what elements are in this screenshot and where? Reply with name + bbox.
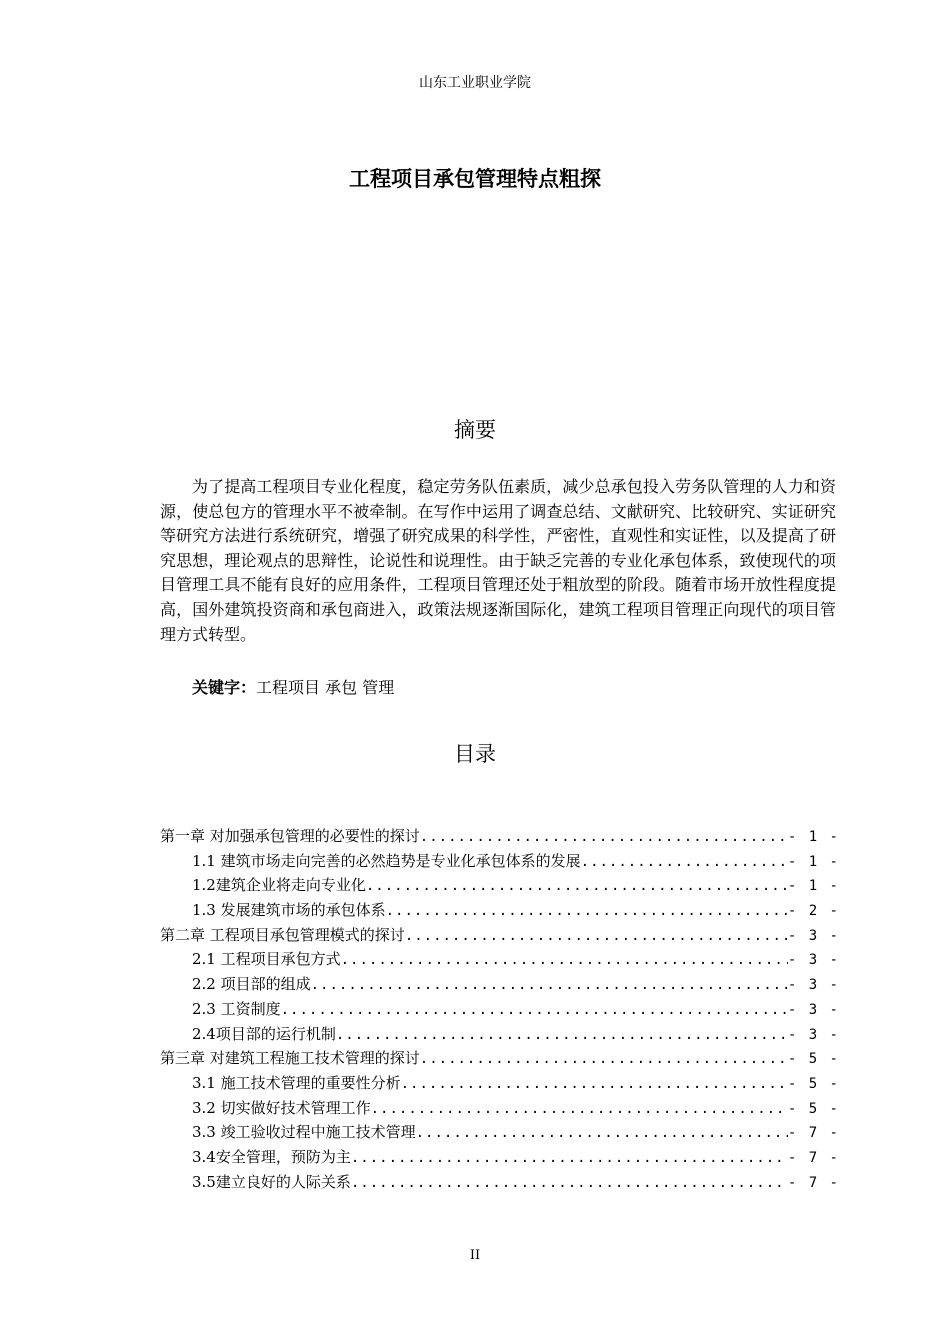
toc-entry-page: - 5 -: [787, 1075, 840, 1092]
toc-entry[interactable]: [160, 1171, 840, 1196]
document-title: 工程项目承包管理特点粗探: [349, 167, 601, 191]
toc-leader-dots: [420, 829, 788, 845]
toc-entry-page: - 1 -: [787, 878, 840, 895]
toc-leader-dots: [581, 854, 788, 870]
toc-leader-dots: [386, 903, 788, 919]
toc-entry-page: - 3 -: [787, 927, 840, 944]
toc-leader-dots: [371, 1101, 788, 1117]
toc-entry[interactable]: [160, 1121, 840, 1146]
toc-entry-label: 1.2建筑企业将走向专业化: [192, 876, 366, 895]
toc-entry-label: 3.1 施工技术管理的重要性分析: [192, 1073, 401, 1092]
toc-entry-page: - 2 -: [787, 903, 840, 920]
toc-entry[interactable]: [160, 1097, 840, 1122]
toc-entry-page: - 3 -: [787, 977, 840, 994]
toc-leader-dots: [401, 1076, 788, 1092]
toc-entry[interactable]: [160, 874, 840, 899]
toc-entry-label: 3.2 切实做好技术管理工作: [192, 1098, 371, 1117]
toc-entry[interactable]: [160, 899, 840, 924]
table-of-contents: [160, 825, 840, 1195]
toc-entry[interactable]: [160, 924, 840, 949]
toc-leader-dots: [405, 928, 788, 944]
toc-entry[interactable]: [160, 1023, 840, 1048]
toc-entry-label: 第三章 对建筑工程施工技术管理的探讨: [160, 1049, 420, 1068]
toc-entry[interactable]: [160, 1072, 840, 1097]
toc-entry[interactable]: [160, 948, 840, 973]
toc-leader-dots: [416, 1125, 788, 1141]
abstract-body: 为了提高工程项目专业化程度，稳定劳务队伍素质，减少总承包投入劳务队管理的人力和资源，使总包方的管理水平不被牵制。在写作中运用了调查总结、文献研究、比较研究、实证研究等研究方法进行系统研究，增强了研究成果的科学性，严密性，直观性和实证性，以及提高了研究思想，理论观点的思辩性，论说性和说理性。由于缺乏完善的专业化承包体系，致使现代的项目管理工具不能有良好的应用条件，工程项目管理还处于粗放型的阶段。随着市场开放性程度提高，国外建筑投资商和承包商进入，政策法规逐渐国际化，建筑工程项目管理正向现代的项目管理方式转型。: [160, 477, 836, 644]
toc-entry-label: 2.3 工资制度: [192, 999, 281, 1018]
toc-leader-dots: [351, 1175, 788, 1191]
toc-entry-page: - 5 -: [787, 1051, 840, 1068]
page-number: II: [469, 1248, 481, 1263]
toc-entry-page: - 3 -: [787, 1026, 840, 1043]
toc-entry[interactable]: [160, 1146, 840, 1171]
toc-leader-dots: [311, 977, 788, 993]
toc-entry-label: 3.3 竣工验收过程中施工技术管理: [192, 1123, 416, 1142]
toc-leader-dots: [281, 1002, 788, 1018]
toc-entry-page: - 3 -: [787, 1001, 840, 1018]
toc-leader-dots: [420, 1051, 788, 1067]
toc-entry-label: 第一章 对加强承包管理的必要性的探讨: [160, 827, 420, 845]
toc-heading: 目录: [454, 742, 496, 766]
page-header: 山东工业职业学院: [419, 75, 531, 91]
toc-entry-page: - 5 -: [787, 1100, 840, 1117]
toc-entry-page: - 1 -: [787, 853, 840, 870]
toc-entry-label: 2.1 工程项目承包方式: [192, 950, 341, 969]
toc-entry-label: 1.1 建筑市场走向完善的必然趋势是专业化承包体系的发展: [192, 851, 581, 870]
toc-entry[interactable]: [160, 1047, 840, 1072]
toc-entry-page: - 3 -: [787, 952, 840, 969]
toc-entry-page: - 1 -: [787, 829, 840, 845]
toc-entry[interactable]: [160, 825, 840, 850]
toc-leader-dots: [341, 952, 788, 968]
toc-entry-label: 第二章 工程项目承包管理模式的探讨: [160, 925, 405, 944]
keywords-label: 关键字：: [192, 678, 257, 697]
toc-entry-label: 2.4项目部的运行机制: [192, 1024, 336, 1043]
toc-entry-page: - 7 -: [787, 1174, 840, 1191]
toc-leader-dots: [366, 878, 788, 894]
toc-leader-dots: [351, 1150, 788, 1166]
toc-entry-label: 1.3 发展建筑市场的承包体系: [192, 901, 386, 920]
toc-entry-page: - 7 -: [787, 1125, 840, 1142]
keywords-line: [192, 676, 394, 700]
toc-entry-label: 3.4安全管理，预防为主: [192, 1147, 351, 1166]
toc-entry[interactable]: [160, 850, 840, 875]
keywords-value: 工程项目 承包 管理: [256, 678, 395, 697]
toc-entry[interactable]: [160, 998, 840, 1023]
toc-entry[interactable]: [160, 973, 840, 998]
abstract-heading: 摘要: [454, 418, 496, 442]
toc-entry-label: 2.2 项目部的组成: [192, 975, 311, 994]
toc-entry-page: - 7 -: [787, 1149, 840, 1166]
toc-leader-dots: [336, 1027, 788, 1043]
toc-entry-label: 3.5建立良好的人际关系: [192, 1172, 351, 1191]
